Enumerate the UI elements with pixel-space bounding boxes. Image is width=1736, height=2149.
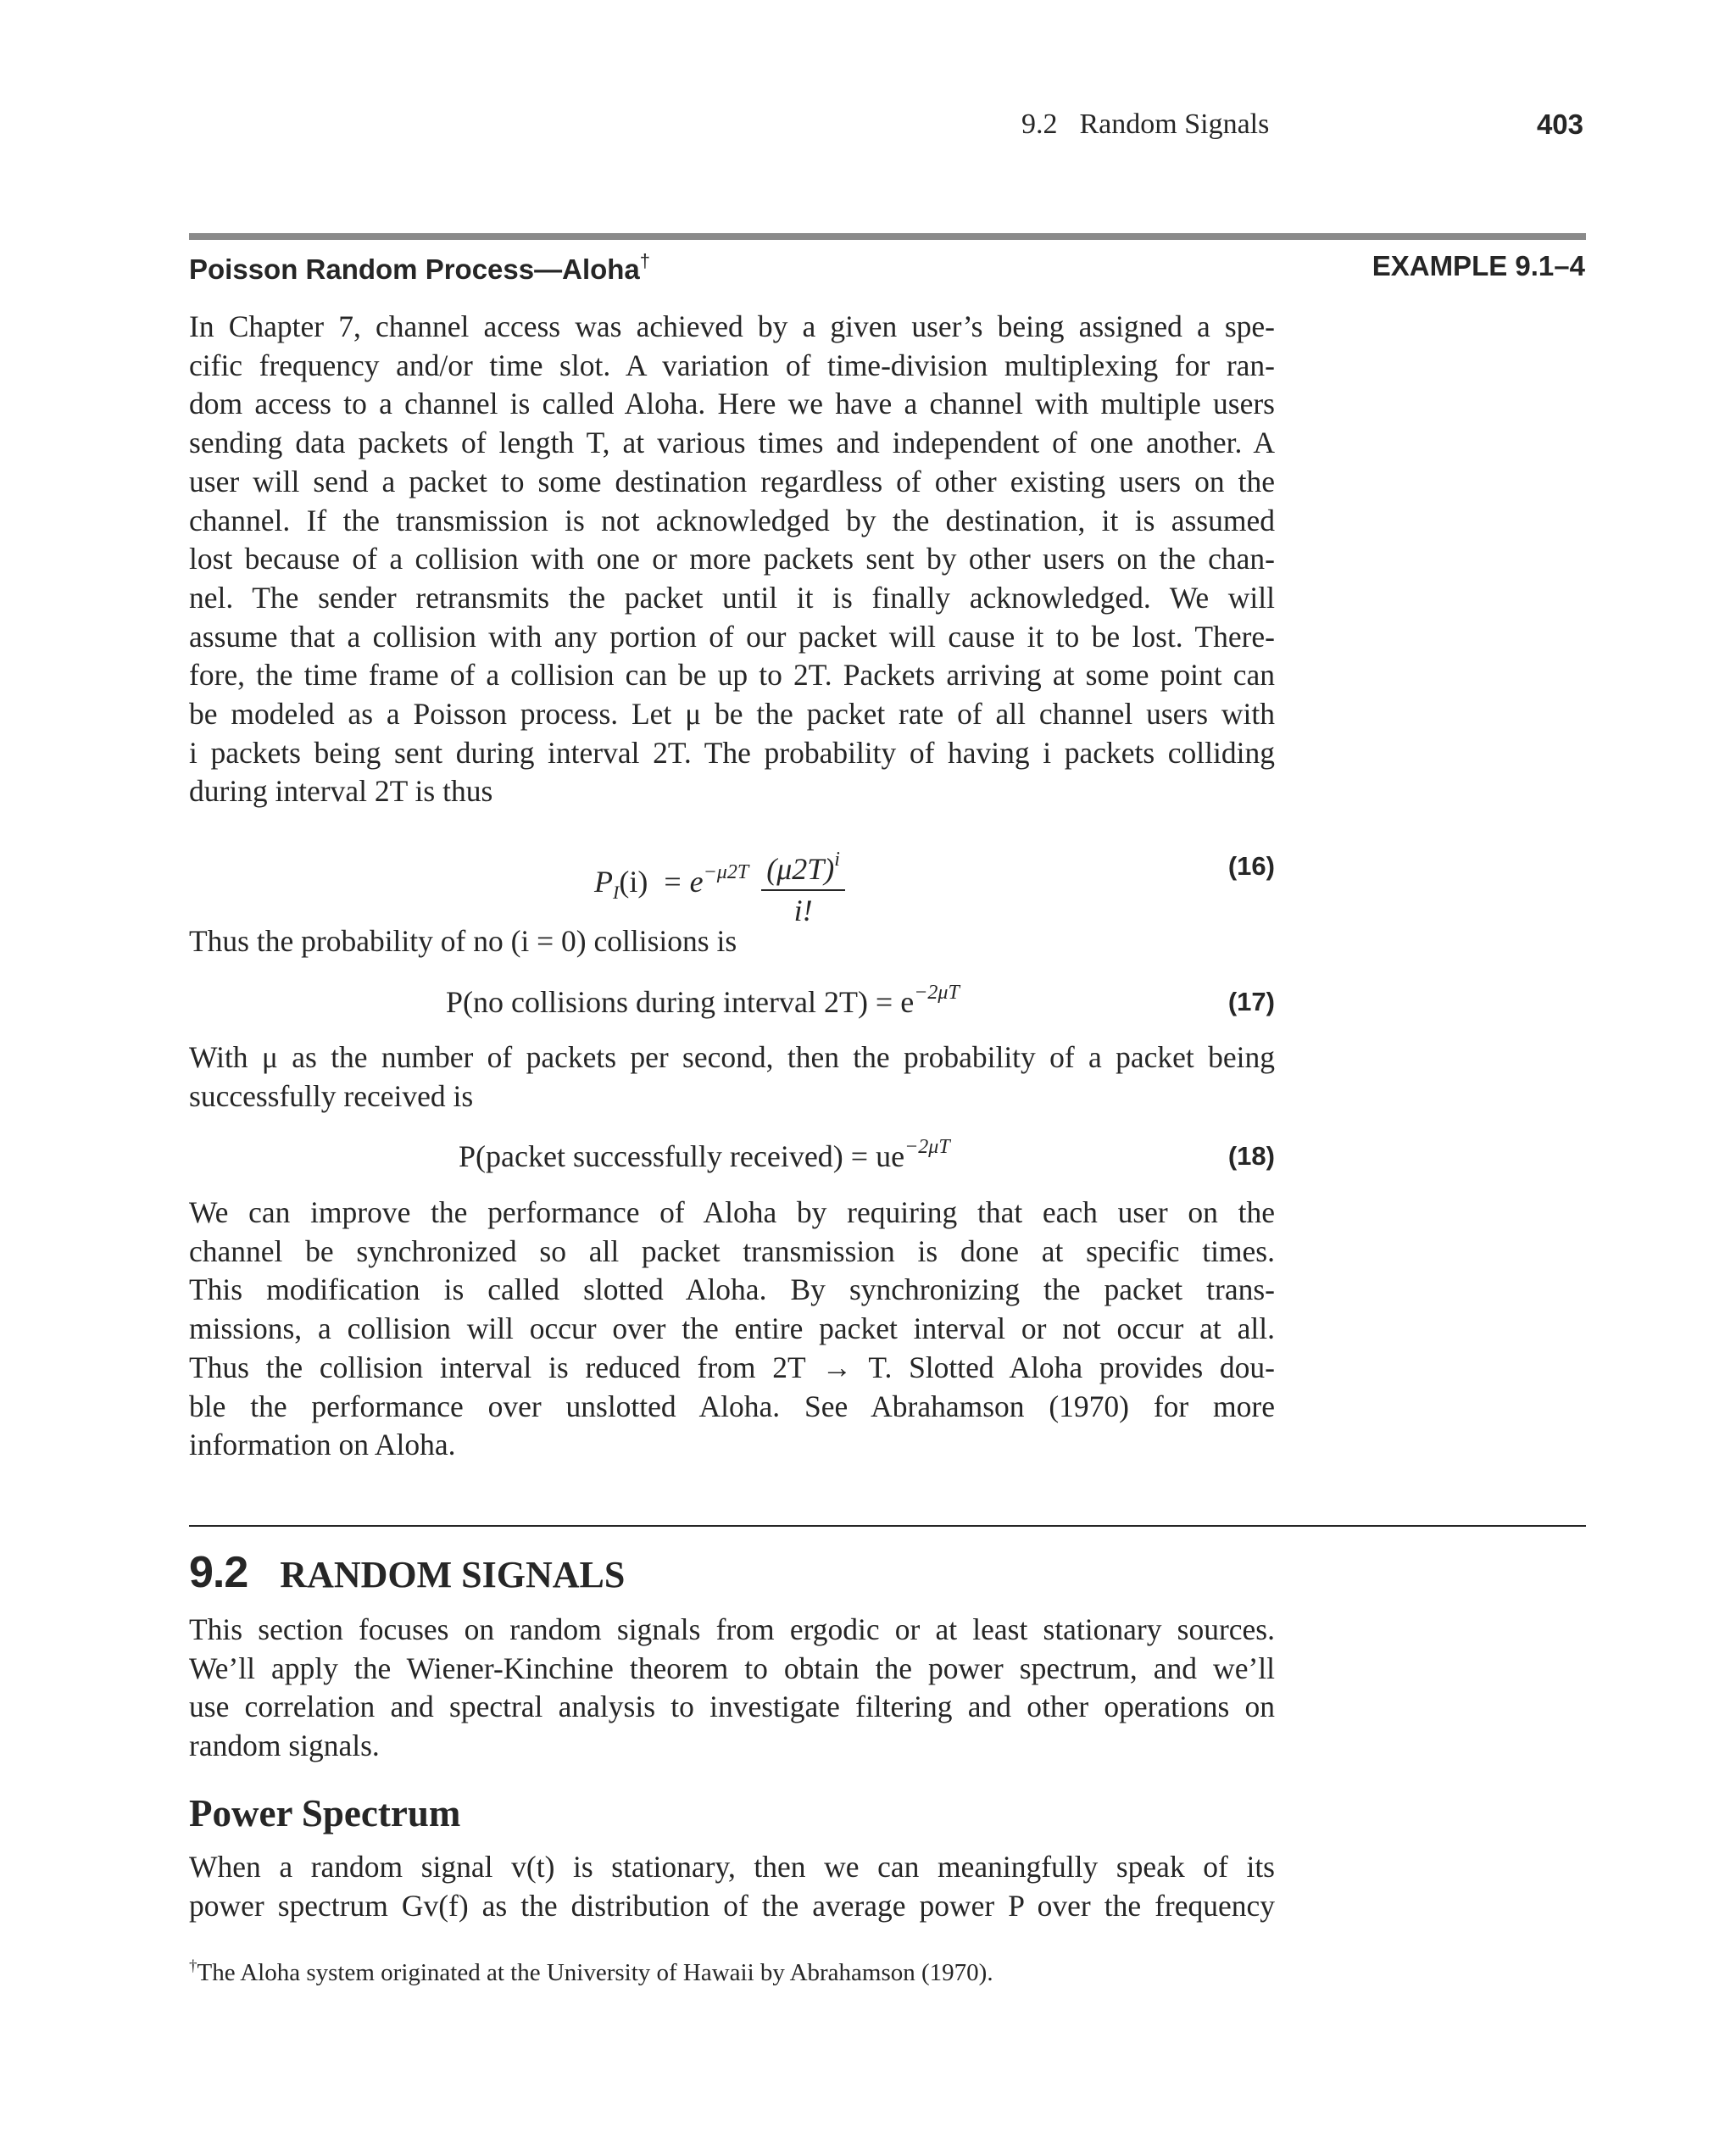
example-top-rule [189, 233, 1586, 240]
text-line: dom access to a channel is called Aloha. Here we have a channel with multiple users [189, 387, 1275, 421]
running-head [1021, 109, 1269, 141]
footnote [189, 1957, 993, 1987]
text-line: Thus the collision interval is reduced from 2T → T. Slotted Aloha provides dou- [189, 1350, 1275, 1384]
text-line: assume that a collision with any portion of our packet will cause it to be lost. There- [189, 619, 1275, 654]
example-title-footnote-mark: † [639, 250, 651, 271]
eq16-fraction [761, 839, 845, 930]
eq16-lhs-arg: (i) [619, 864, 648, 899]
section-rule [189, 1525, 1586, 1527]
eq16-lhs: P [594, 864, 613, 899]
text-line: during interval 2T is thus [189, 774, 493, 809]
equation-16-number: (16) [1227, 851, 1275, 881]
eq16-numerator [761, 839, 845, 891]
eq17-text: P(no collisions during interval 2T) = e [446, 985, 915, 1019]
text-line: i packets being sent during interval 2T. The probability of having i packets colliding [189, 735, 1275, 770]
text-line: missions, a collision will occur over the entire packet interval or not occur at all. [189, 1311, 1275, 1346]
text-line: use correlation and spectral analysis to investigate filtering and other operations on [189, 1690, 1275, 1724]
example-title-text: Poisson Random Process—Aloha [189, 253, 640, 285]
equation-16 [189, 839, 1275, 927]
example-paragraph-2 [189, 922, 1275, 961]
eq18-text: P(packet successfully received) = ue [459, 1139, 905, 1173]
text-line: information on Aloha. [189, 1428, 456, 1462]
section-number: 9.2 [189, 1548, 248, 1597]
text-line: We’ll apply the Wiener-Kinchine theorem to obtain the power spectrum, and we’ll [189, 1651, 1275, 1685]
footnote-mark: † [189, 1957, 198, 1975]
text-line: random signals. [189, 1729, 380, 1763]
eq16-numerator-exp: i [834, 849, 840, 871]
eq16-lhs-subscript: I [613, 881, 620, 903]
eq16-denominator-text: i! [793, 894, 813, 927]
footnote-text: The Aloha system originated at the University of Hawaii by Abrahamson (1970). [197, 1959, 993, 1986]
example-paragraph-3 [189, 1038, 1275, 1116]
text-line: be modeled as a Poisson process. Let μ be the packet rate of all channel users with [189, 697, 1275, 732]
equation-17-body [446, 982, 960, 1020]
text-line: ble the performance over unslotted Aloha. See Abrahamson (1970) for more [189, 1389, 1275, 1423]
text-line: cific frequency and/or time slot. A variation of time-division multiplexing for ran- [189, 348, 1275, 382]
eq16-exponent: −μ2T [703, 860, 749, 883]
equation-18-number: (18) [1227, 1141, 1275, 1171]
equation-18-body [459, 1136, 950, 1174]
running-head-section-number: 9.2 [1021, 109, 1058, 140]
subsection-heading: Power Spectrum [189, 1792, 461, 1834]
text-line: With μ as the number of packets per second, then the probability of a packet being [189, 1040, 1275, 1074]
text-line: lost because of a collision with one or more packets sent by other users on the chan- [189, 542, 1275, 576]
text-line: In Chapter 7, channel access was achieved by a given user’s being assigned a spe- [189, 309, 1275, 343]
equation-18 [189, 1136, 1275, 1187]
eq16-base: e [689, 864, 704, 899]
text-line: successfully received is [189, 1078, 474, 1113]
text-line: nel. The sender retransmits the packet until it is finally acknowledged. We will [189, 580, 1275, 615]
text-line: fore, the time frame of a collision can be up to 2T. Packets arriving at some point can [189, 658, 1275, 693]
equation-17-number: (17) [1227, 987, 1275, 1016]
text-line: When a random signal v(t) is stationary, then we can meaningfully speak of its [189, 1850, 1275, 1884]
equation-16-body [594, 839, 845, 930]
text-line: This modification is called slotted Aloha. By synchronizing the packet trans- [189, 1272, 1275, 1307]
text-line: This section focuses on random signals from ergodic or at least stationary sources. [189, 1612, 1275, 1646]
running-head-section-title: Random Signals [1079, 109, 1270, 140]
section-heading [189, 1547, 625, 1598]
text-line: channel. If the transmission is not acknowledged by the destination, it is assumed [189, 503, 1275, 537]
text-line: Thus the probability of no (i = 0) collisions is [189, 924, 737, 958]
section-title: RANDOM SIGNALS [280, 1554, 626, 1595]
eq17-exponent: −2μT [914, 982, 960, 1004]
text-line: power spectrum Gv(f) as the distribution of the average power P over the frequency [189, 1888, 1275, 1923]
text-line: channel be synchronized so all packet transmission is done at specific times. [189, 1233, 1275, 1268]
eq16-equals: = [664, 864, 682, 899]
example-label: EXAMPLE 9.1–4 [1372, 250, 1585, 281]
example-paragraph-1 [189, 308, 1275, 811]
eq16-numerator-text: (μ2T) [766, 852, 835, 886]
text-line: user will send a packet to some destination regardless of other existing users on the [189, 464, 1275, 498]
equation-17 [189, 982, 1275, 1033]
eq18-exponent: −2μT [904, 1136, 950, 1158]
example-title [189, 250, 650, 286]
subsection-paragraph [189, 1848, 1275, 1925]
text-line: We can improve the performance of Aloha by requiring that each user on the [189, 1195, 1275, 1229]
section-intro-paragraph [189, 1611, 1275, 1766]
page-number: 403 [1536, 109, 1583, 140]
example-paragraph-4 [189, 1194, 1275, 1465]
text-line: sending data packets of length T, at various times and independent of one another. A [189, 426, 1275, 460]
